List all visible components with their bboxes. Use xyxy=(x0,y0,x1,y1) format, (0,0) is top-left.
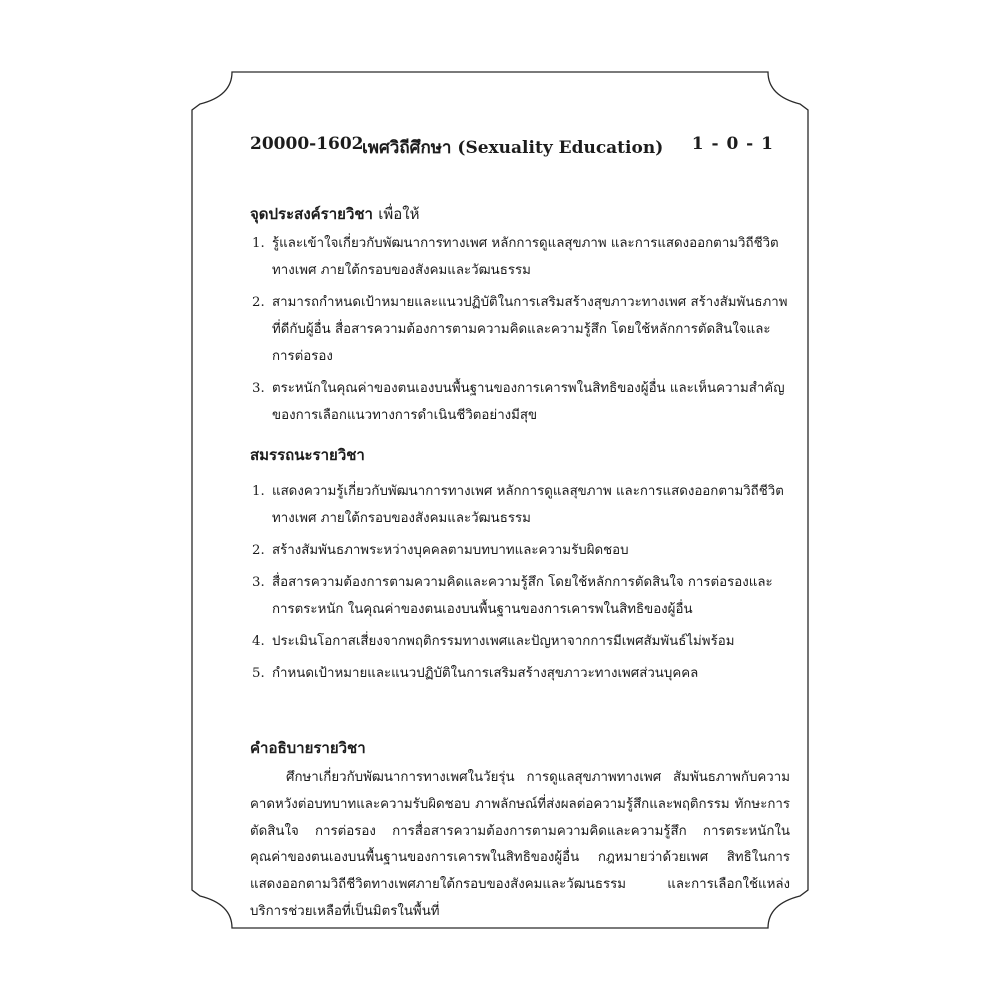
list-item xyxy=(250,569,790,623)
competencies-heading xyxy=(250,443,365,467)
list-item-text: กำหนดเป้าหมายและแนวปฏิบัติในการเสริมสร้างสุขภาวะทางเพศส่วนบุคคล xyxy=(272,666,699,681)
list-item-number: 3. xyxy=(252,381,265,396)
description-heading-text: คำอธิบายรายวิชา xyxy=(250,739,366,757)
list-item-number: 5. xyxy=(252,666,265,681)
list-item xyxy=(250,537,790,564)
list-item-number: 2. xyxy=(252,295,265,310)
course-header xyxy=(250,134,790,158)
list-item xyxy=(250,628,790,655)
competencies-list xyxy=(250,478,790,692)
list-item xyxy=(250,478,790,532)
list-item-number: 2. xyxy=(252,543,265,558)
list-item-text: รู้และเข้าใจเกี่ยวกับพัฒนาการทางเพศ หลักการดูแลสุขภาพ และการแสดงออกตามวิถีชีวิตทางเพศ ภายใต้กรอบของสังคมและวัฒนธรรม xyxy=(272,236,779,278)
objectives-list xyxy=(250,230,790,434)
list-item-text: สามารถกำหนดเป้าหมายและแนวปฏิบัติในการเสริมสร้างสุขภาวะทางเพศ สร้างสัมพันธภาพที่ดีกับผู้อื่น สื่อสารความต้องการตามความคิดและความรู้สึก โดยใช้หลักการตัดสินใจและการต่อรอง xyxy=(272,295,788,364)
course-code: 20000-1602 xyxy=(250,134,364,154)
objectives-heading xyxy=(250,202,419,226)
list-item-text: ประเมินโอกาสเสี่ยงจากพฤติกรรมทางเพศและปัญหาจากการมีเพศสัมพันธ์ไม่พร้อม xyxy=(272,634,735,649)
course-credits: 1 - 0 - 1 xyxy=(691,134,774,154)
list-item xyxy=(250,660,790,687)
list-item xyxy=(250,289,790,370)
description-paragraph: ศึกษาเกี่ยวกับพัฒนาการทางเพศในวัยรุ่น การดูแลสุขภาพทางเพศ สัมพันธภาพกับความคาดหวังต่อบทบาทและความรับผิดชอบ ภาพลักษณ์ที่ส่งผลต่อความรู้สึกและพฤติกรรม ทักษะการตัดสินใจ การต่อรอง การสื่อสารความต้องการตามความคิดและความรู้สึก การตระหนักในคุณค่าของตนเองบนพื้นฐานของการเคารพในสิทธิของผู้อื่น กฎหมายว่าด้วยเพศ สิทธิในการแสดงออกตามวิถีชีวิตทางเพศภายใต้กรอบของสังคมและวัฒนธรรม และการเลือกใช้แหล่งบริการช่วยเหลือที่เป็นมิตรในพื้นที่ xyxy=(250,770,790,919)
list-item-text: สื่อสารความต้องการตามความคิดและความรู้สึก โดยใช้หลักการตัดสินใจ การต่อรองและการตระหนัก ในคุณค่าของตนเองบนพื้นฐานของการเคารพในสิทธิของผู้อื่น xyxy=(272,575,773,617)
list-item-number: 1. xyxy=(252,484,265,499)
list-item-text: ตระหนักในคุณค่าของตนเองบนพื้นฐานของการเคารพในสิทธิของผู้อื่น และเห็นความสำคัญของการเลือกแนวทางการดำเนินชีวิตอย่างมีสุข xyxy=(272,381,785,423)
objectives-heading-suffix: เพื่อให้ xyxy=(378,205,420,223)
list-item xyxy=(250,230,790,284)
list-item-text: แสดงความรู้เกี่ยวกับพัฒนาการทางเพศ หลักการดูแลสุขภาพ และการแสดงออกตามวิถีชีวิตทางเพศ ภายใต้กรอบของสังคมและวัฒนธรรม xyxy=(272,484,784,526)
description-heading xyxy=(250,736,366,760)
list-item-text: สร้างสัมพันธภาพระหว่างบุคคลตามบทบาทและความรับผิดชอบ xyxy=(272,543,629,558)
list-item xyxy=(250,375,790,429)
objectives-heading-text: จุดประสงค์รายวิชา xyxy=(250,205,373,223)
list-item-number: 1. xyxy=(252,236,265,251)
list-item-number: 3. xyxy=(252,575,265,590)
course-title: เพศวิถีศึกษา (Sexuality Education) xyxy=(362,138,664,158)
competencies-heading-text: สมรรถนะรายวิชา xyxy=(250,446,365,464)
list-item-number: 4. xyxy=(252,634,265,649)
